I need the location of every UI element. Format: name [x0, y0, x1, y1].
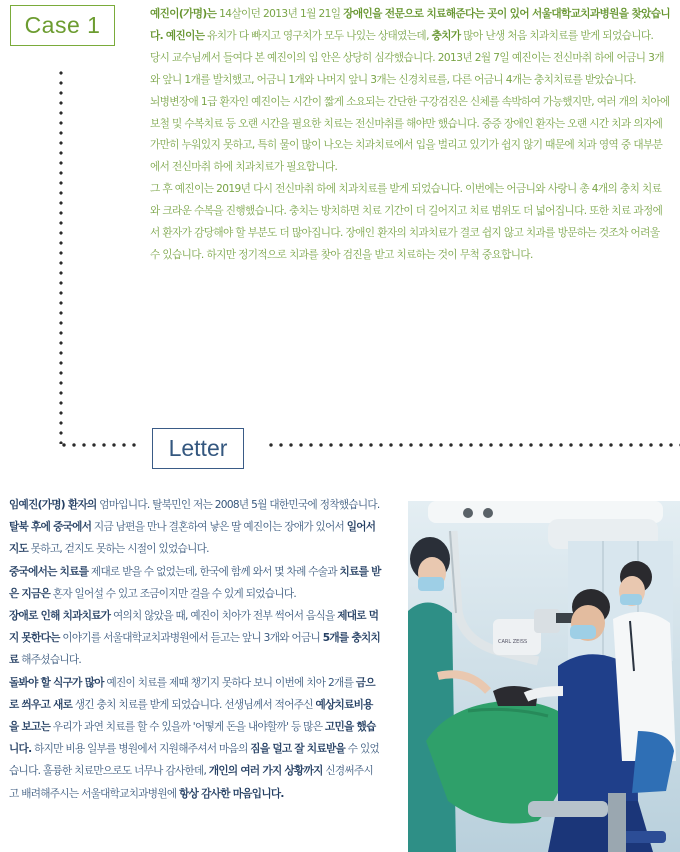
- letter-text: [9, 494, 381, 805]
- bold-text-run: 항상 감사한 마음입니다.: [179, 787, 284, 800]
- text-run: 수 있었습니다. 훌륭한 치료만으로도 너무나 감사한데,: [9, 743, 380, 778]
- paragraph: [150, 92, 670, 180]
- bold-text-run: 장애로 인해 치과치료가: [9, 610, 111, 623]
- paragraph: [150, 4, 670, 48]
- bold-text-run: 임예진(가명) 환자의: [9, 499, 97, 511]
- bold-text-run: 탈북 후에 중국에서: [9, 521, 92, 534]
- case-badge: Case 1: [10, 5, 115, 46]
- bold-text-run: 예상치료비용을 보고는: [9, 698, 373, 734]
- text-run: 하지만 비용 일부를 병원에서 지원해주셔서 마음의: [31, 743, 251, 756]
- bold-text-run: 고민을 했습니다.: [9, 721, 376, 756]
- paragraph: [9, 605, 381, 672]
- text-run: 당시 교수님께서 들여다 본 예진이의 입 안은 상당히 심각했습니다. 2013년 2월 7일 예진이는 전신마취 하에 어금니 3개와 앞니 1개를 발치했고, 어금니 1개와 나머지 앞니 3개는 신경치료를, 다른 어금니 4개는 충치치료를 받았습니다.: [150, 51, 664, 86]
- text-run: 여의치 않았을 때, 예진이 치아가 전부 썩어서 음식을: [110, 610, 338, 623]
- bold-text-run: 충치가: [431, 29, 461, 42]
- text-run: 예진이 치료를 제때 챙기지 못하다 보니 이번에 치아 2개를: [103, 676, 356, 689]
- bold-text-run: 예진이(가명)는: [150, 8, 217, 20]
- bold-text-run: 예진이는: [165, 29, 205, 42]
- text-run: 이야기를 서울대학교치과병원에서 듣고는 앞니 3개와 어금니: [59, 632, 323, 645]
- text-run: 못하고, 걷지도 못하는 시절이 있었습니다.: [28, 543, 209, 556]
- bold-text-run: 제대로 먹지 못한다는: [9, 610, 379, 645]
- dental-treatment-photo: [408, 501, 680, 852]
- bold-text-run: 일어서지도: [9, 521, 376, 556]
- paragraph: [150, 48, 670, 92]
- text-run: 14살이던 2013년 1월 21일: [216, 8, 344, 20]
- microscope-brand-label: CARL ZEISS: [498, 639, 528, 645]
- paragraph: [9, 494, 381, 561]
- text-run: 그 후 예진이는 2019년 다시 전신마취 하에 치과치료를 받게 되었습니다. 이번에는 어금니와 사랑니 총 4개의 충치 치료와 크라운 수복을 진행했습니다. 충치는 방치하면 치료 기간이 더 길어지고 치료 범위도 더 넓어집니다. 또한 치료 과정에서 환자가 감당해야 할 부분도 더 많아집니다. 장애인 환자의 치과치료가 결코 쉽지 않고 치과를 방문하는 것조차 어려울 수 있습니다. 하지만 정기적으로 치과를 찾아 검진을 받고 치료하는 것이 무척 중요합니다.: [150, 183, 663, 261]
- bold-text-run: 짐을 덜고 잘 치료받을: [250, 743, 346, 756]
- text-run: 신경써주시고 배려해주시는 서울대학교치과병원에: [9, 765, 373, 800]
- text-run: 유치가 다 빠지고 영구치가 모두 나있는 상태였는데,: [204, 29, 432, 42]
- bold-text-run: 치료를 받은 지금은: [9, 565, 381, 600]
- paragraph: [150, 179, 670, 267]
- bold-text-run: 금으로 씌우고 새로: [9, 676, 375, 711]
- text-run: 혼자 일어설 수 있고 조금이지만 걸을 수 있게 되었습니다.: [50, 587, 297, 600]
- bold-text-run: 중국에서는 치료를: [9, 565, 89, 578]
- case-story-text: [150, 4, 670, 267]
- text-run: 많아 난생 처음 치과치료를 받게 되었습니다.: [460, 29, 654, 42]
- bold-text-run: 5개를 충치치료: [9, 632, 381, 667]
- dotted-connector-horizontal-left: [59, 441, 141, 449]
- paragraph: [9, 672, 381, 805]
- text-run: 생긴 충치 치료를 받게 되었습니다. 선생님께서 적어주신: [72, 698, 316, 711]
- bold-text-run: 장애인을 전문으로 치료해준다는 곳이 있어 서울대학교치과병원을 찾았습니다.: [150, 8, 671, 42]
- dotted-connector-horizontal-right: [266, 441, 680, 449]
- bold-text-run: 개인의 여러 가지 상황까지: [208, 765, 323, 778]
- text-run: 엄마입니다. 탈북민인 저는 2008년 5월 대한민국에 정착했습니다.: [96, 499, 380, 511]
- text-run: 뇌병변장애 1급 환자인 예진이는 시간이 짧게 소요되는 간단한 구강검진은 신체를 속박하여 가능했지만, 여러 개의 치아에 보철 및 수복치료 등 오랜 시간을 필요한 치료는 전신마취를 해야만 했습니다. 중증 장애인 환자는 오랜 시간 치과 의자에 가만히 누워있지 못하고, 특히 물이 많이 나오는 치과치료에서 입을 벌리고 있기가 쉽지 않기 때문에 치과 영역 중 대부분에서 전신마취 하에 치과치료가 필요합니다.: [150, 95, 670, 174]
- letter-badge: Letter: [152, 428, 244, 469]
- text-run: 우리가 과연 치료를 할 수 있을까 '어떻게 돈을 내야할까' 등 많은: [50, 721, 325, 734]
- text-run: 지금 남편을 만나 결혼하여 낳은 딸 예진이는 장애가 있어서: [91, 521, 347, 534]
- text-run: 해주셨습니다.: [18, 654, 82, 667]
- paragraph: [9, 561, 381, 605]
- text-run: 제대로 받을 수 없었는데, 한국에 함께 와서 몇 차례 수술과: [88, 565, 340, 578]
- bold-text-run: 돌봐야 할 식구가 많아: [9, 676, 104, 689]
- dotted-connector-vertical: [59, 68, 63, 444]
